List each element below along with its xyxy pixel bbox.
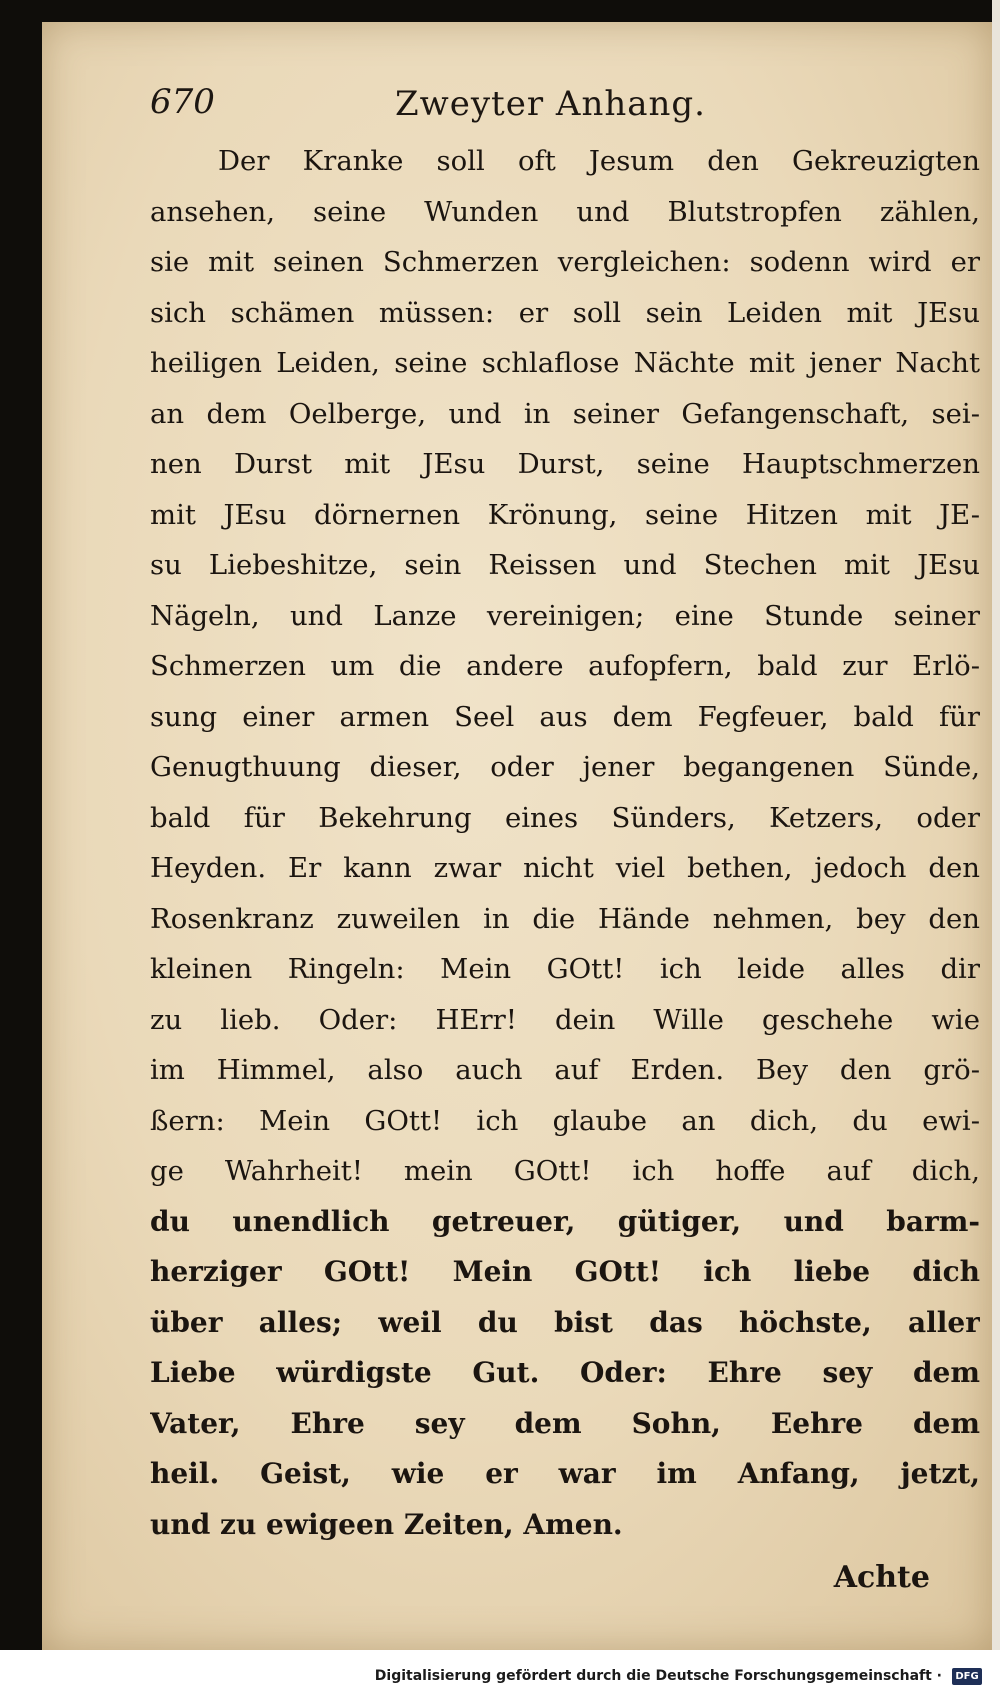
page-header — [150, 74, 980, 136]
text-line: Liebe würdigste Gut. Oder: Ehre sey dem — [150, 1356, 980, 1389]
text-line: sung einer armen Seel aus dem Fegfeuer, bald für — [150, 700, 980, 733]
text-line: kleinen Ringeln: Mein GOtt! ich leide alles dir — [150, 953, 980, 985]
text-line: über alles; weil du bist das höchste, aller — [150, 1305, 980, 1339]
text-line: heil. Geist, wie er war im Anfang, jetzt, — [150, 1457, 980, 1490]
text-line: im Himmel, also auch auf Erden. Bey den grö- — [150, 1054, 980, 1086]
body-text — [150, 136, 980, 1606]
digitization-credit: Digitalisierung gefördert durch die Deutsche Forschungsgemeinschaft · — [374, 1668, 942, 1684]
text-line: nen Durst mit JEsu Durst, seine Hauptschmerzen — [150, 448, 980, 480]
text-line: sich schämen müssen: er soll sein Leiden mit JEsu — [150, 296, 980, 329]
text-line: bald für Bekehrung eines Sünders, Ketzers, oder — [150, 801, 980, 834]
text-line: ßern: Mein GOtt! ich glaube an dich, du ewi- — [150, 1104, 980, 1137]
text-line: Schmerzen um die andere aufopfern, bald zur Erlö- — [150, 650, 980, 682]
catchword: Achte — [833, 1560, 930, 1595]
text-line: ansehen, seine Wunden und Blutstropfen zählen, — [150, 195, 980, 228]
running-head: Zweyter Anhang. — [395, 84, 706, 124]
dfg-logo-icon: DFG — [952, 1668, 982, 1685]
page-number: 670 — [150, 82, 215, 122]
footer-bar — [0, 1650, 1000, 1694]
text-line: Genugthuung dieser, oder jener begangenen Sünde, — [150, 751, 980, 783]
text-line: Rosenkranz zuweilen in die Hände nehmen, bey den — [150, 902, 980, 935]
text-line: Vater, Ehre sey dem Sohn, Eehre dem — [150, 1406, 980, 1440]
text-line: an dem Oelberge, und in seiner Gefangenschaft, sei- — [150, 397, 980, 430]
text-line: mit JEsu dörnernen Krönung, seine Hitzen mit JE- — [150, 498, 980, 531]
text-line: heiligen Leiden, seine schlaflose Nächte mit jener Nacht — [150, 347, 980, 379]
text-line: du unendlich getreuer, gütiger, und barm- — [150, 1204, 980, 1238]
text-line: herziger GOtt! Mein GOtt! ich liebe dich — [150, 1255, 980, 1288]
page-content — [150, 74, 980, 1606]
text-line: zu lieb. Oder: HErr! dein Wille geschehe wie — [150, 1003, 980, 1036]
text-line: Der Kranke soll oft Jesum den Gekreuzigten — [218, 145, 980, 177]
scan-right-edge — [992, 0, 1000, 1694]
text-line: sie mit seinen Schmerzen vergleichen: sodenn wird er — [150, 246, 980, 278]
book-page — [42, 22, 992, 1650]
text-line: su Liebeshitze, sein Reissen und Stechen mit JEsu — [150, 549, 980, 581]
text-line: ge Wahrheit! mein GOtt! ich hoffe auf dich, — [150, 1155, 980, 1187]
text-line: und zu ewigeen Zeiten, Amen. — [150, 1507, 623, 1541]
text-line: Nägeln, und Lanze vereinigen; eine Stunde seiner — [150, 599, 980, 632]
text-line: Heyden. Er kann zwar nicht viel bethen, jedoch den — [150, 852, 980, 884]
